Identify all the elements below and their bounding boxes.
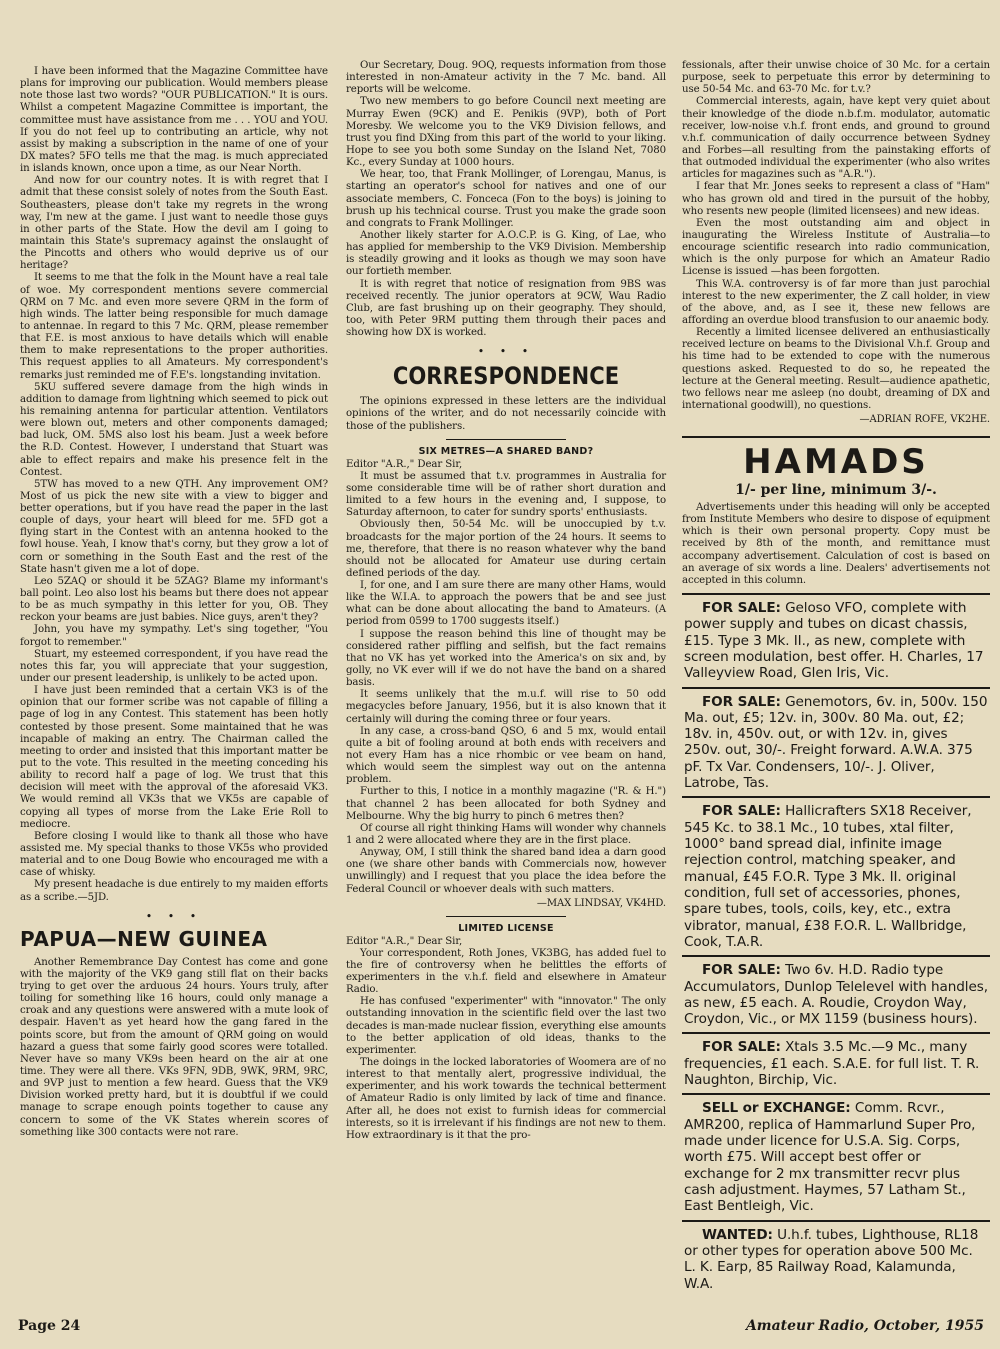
paragraph: It must be assumed that t.v. programmes in Australia for some considerable time will be of rather short duration and limited to a few hours in the evening and, I suppose, to Saturday afternoon, to cater for sundry sports' enthusiasts. [346,470,666,519]
paragraph: It seems to me that the folk in the Mount have a real tale of woe. My correspondent mentions severe commercial QRM on 7 Mc. and even more severe QRM in the form of high winds. The latter being responsible for much damage to antennae. In regard to this 7 Mc. QRM, please remember that F.E. is most anxious to have details which will enable them to make representations to the proper authorities. This request applies to all Amateurs. My correspondent's remarks just reminded me of F.E's. longstanding invitation. [20,272,328,381]
letter-title: SIX METRES—A SHARED BAND? [418,445,594,457]
paragraph: Two new members to go before Council next meeting are Murray Ewen (9CK) and E. Penikis (9VP), both of Port Moresby. We welcome you to the VK9 Division fellows, and trust you find DXing from this part of the world to your liking. Hope to see you both some Sunday on the Island Net, 7080 Kc., every Sunday at 1000 hours. [346,96,666,169]
classified-ad [682,1220,990,1297]
ad-text: Hallicrafters SX18 Receiver, 545 Kc. to 38.1 Mc., 10 tubes, xtal filter, 1000° band spread dial, infinite image rejection control, matching speaker, and manual, £45 F.O.R. Type 3 Mk. II. original condition, full set of accessories, phones, spare tubes, tools, coils, key, etc., extra vibrator, manual, £38 F.O.R. L. Wallbridge, Cook, T.A.R. [684,803,972,950]
divider [446,439,566,440]
paragraph: In any case, a cross-band QSO, 6 and 5 mx, would entail quite a bit of fooling around at both ends with receivers and not every Ham has a nice rhombic or vee beam on hand, which would seem the simplest way out on the antenna problem. [346,725,666,786]
classified-ad [682,796,990,955]
paragraph: John, you have my sympathy. Let's sing together, "You forgot to remember." [20,624,328,648]
ad-label: FOR SALE: [702,962,781,979]
paragraph: My present headache is due entirely to my maiden efforts as a scribe.—5JD. [20,879,328,903]
section-separator: • • • [477,345,535,359]
publication-footer: Amateur Radio, October, 1955 [745,1318,984,1334]
letter-signature: —MAX LINDSAY, VK4HD. [536,897,666,909]
ad-label: SELL or EXCHANGE: [702,1100,851,1117]
paragraph: Commercial interests, again, have kept very quiet about their knowledge of the diode n.b.f.m. modulator, automatic receiver, low-noise v.h.f. front ends, and ground to ground v.h.f. communication of daily occurrence between Sydney and Forbes—all resulting from the painstaking efforts of that outmoded individual the experimenter (who also writes articles for magazines such as "A.R."). [682,96,990,181]
page-number: Page 24 [18,1318,81,1334]
paragraph: Your correspondent, Roth Jones, VK3BG, has added fuel to the fire of controversy when he belittles the efforts of experimenters in the v.h.f. field and elsewhere in Amateur Radio. [346,947,666,996]
section-heading-correspondence: CORRESPONDENCE [392,362,620,391]
paragraph: Recently a limited licensee delivered an enthusiastically received lecture on beams to the Divisional V.h.f. Group and his time had to be extended to cope with the numerous questions asked. Requested to do so, he repeated the lecture at the General meeting. Result—audience apathetic, two fellows near me asleep (no doubt, dreaming of DX and international goodwill), no questions. [682,327,990,411]
ad-text: Comm. Rcvr., AMR200, replica of Hammarlund Super Pro, made under licence for U.S.A. Sig. Corps, worth £75. Will accept best offer or exchange for 2 mx transmitter recvr plus cash adjustment. Haymes, 57 Latham St., East Bentleigh, Vic. [684,1100,976,1215]
ad-text: Genemotors, 6v. in, 500v. 150 Ma. out, £5; 12v. in, 300v. 80 Ma. out, £2; 18v. in, 450v. out, or with 12v. in, gives 250v. out, 30/-. Freight forward. A.W.A. 375 pF. Tx Var. Condensers, 10/-. J. Oliver, Latrobe, Tas. [684,693,988,792]
paragraph: Another likely starter for A.O.C.P. is G. King, of Lae, who has applied for membership to the VK9 Division. Membership is steadily growing and it looks as though we may soon have our fortieth member. [346,229,666,278]
paragraph: It seems unlikely that the m.u.f. will rise to 50 odd megacycles before January, 1956, but it is also known that it certainly will during the coming three or four years. [346,689,666,725]
paragraph: Anyway, OM, I still think the shared band idea a darn good one (we share other bands with Commercials now, however unwillingly) and I request that you place the idea before the Federal Council or whoever deals with such matters. [346,847,666,895]
classified-ad [682,955,990,1032]
hamads-heading: HAMADS [743,441,929,482]
ad-label: FOR SALE: [702,1039,781,1056]
paragraph: Our Secretary, Doug. 9OQ, requests information from those interested in non-Amateur activity in the 7 Mc. band. All reports will be welcome. [346,60,666,96]
correspondence-disclaimer: The opinions expressed in these letters are the individual opinions of the writer, and do not necessarily coincide with those of the publishers. [346,396,666,432]
column-middle [346,60,666,1142]
paragraph: I have been informed that the Magazine Committee have plans for improving our publication. Would members please note those last two words? "OUR PUBLICATION." It is ours. Whilst a competent Magazine Committee is important, the committee must have assistance from me . . . YOU and YOU. If you do not feel up to contributing an article, why not assist by making a subscription in the name of one of your DX mates? 5FO tells me that the mag. is much appreciated in islands known, once upon a time, as our Near North. [20,66,328,175]
paragraph: 5TW has moved to a new QTH. Any improvement OM? Most of us pick the new site with a view to bigger and better operations, but if you have read the paper in the last couple of days, your heart will bleed for me. 5FD got a flying start in the Contest with an antenna hooked to the fowl house. Yeah, I know that's corny, but they grow a lot of corn or something in the South East and the rest of the State hasn't given me a lot of dope. [20,478,328,575]
paragraph: Even the most outstanding aim and object in inaugurating the Wireless Institute of Australia—to encourage scientific research into radio communication, which is the only purpose for which an Amateur Radio License is issued —has been forgotten. [682,217,990,278]
paragraph: The doings in the locked laboratories of Woomera are of no interest to that mentally alert, progressive individual, the experimenter, and his work towards the technical betterment of Amateur Radio is only limited by lack of time and finance. After all, he does not exist to furnish ideas for commercial interests, so it is irrelevant if his findings are not new to them. How extraordinary is it that the pro- [346,1057,666,1141]
ad-label: FOR SALE: [702,599,781,616]
column-left [20,66,328,1139]
letter-signature: —ADRIAN ROFE, VK2HE. [859,414,990,426]
ad-label: WANTED: [702,1226,773,1243]
classified-ad [682,1032,990,1093]
ad-label: FOR SALE: [702,803,781,820]
hamads-rate: 1/- per line, minimum 3/-. [735,481,937,498]
column-right [682,60,990,1297]
paragraph: He has confused "experimenter" with "innovator." The only outstanding innovation in the scientific field over the last two decades is man-made nuclear fission, everything else amounts to the better application of old ideas, thanks to the experimenter. [346,996,666,1056]
letter-title: LIMITED LICENSE [458,922,554,934]
letter-salutation: Editor "A.R.," Dear Sir, [346,458,463,470]
ad-text: U.h.f. tubes, Lighthouse, RL18 or other types for operation above 500 Mc. L. K. Earp, 85 Railway Road, Kalamunda, W.A. [684,1226,979,1292]
classified-ad [682,593,990,687]
paragraph: Further to this, I notice in a monthly magazine ("R. & H.") that channel 2 has been allocated for both Sydney and Melbourne. Why the big hurry to pinch 6 metres then? [346,786,666,822]
paragraph: We hear, too, that Frank Mollinger, of Lorengau, Manus, is starting an operator's school for natives and one of our associate members, C. Fonceca (Fon to the boys) is joining to brush up his technical course. Trust you make the grade soon and congrats to Frank Mollinger. [346,169,666,229]
paragraph: I have just been reminded that a certain VK3 is of the opinion that our former scribe was not capable of filling a page of log in any Contest. This statement has been hotly contested by those present. Some maintained that he was incapable of making an entry. The Chairman called the meeting to order and insisted that this important matter be put to the vote. This resulted in the meeting conceding his ability to record half a page of log. We trust that this decision will meet with the approval of the aforesaid VK3. We would remind all VK3s that we VK5s are capable of copying all types of morse from the Lake Erie Roll to mediocre. [20,685,328,830]
classified-ad [682,687,990,797]
section-heading-papua: PAPUA—NEW GUINEA [20,926,268,951]
paragraph: Another Remembrance Day Contest has come and gone with the majority of the VK9 gang still flat on their backs trying to get over the arduous 24 hours. Yours truly, after toiling for something like 16 hours, could only manage a croak and any questions were answered with a mute look of despair. Haven't as yet heard how the gang fared in the points score, but from the amount of QRM going on would hazard a guess that some fairly good scores were totalled. Never have so many VK9s been heard on the air at one time. They were all there. VKs 9FN, 9DB, 9WK, 9RM, 9RC, and 9VP just to mention a few heard. Guess that the VK9 Division worked pretty hard, but it is doubtful if we could manage to scrape enough points together to cause any concern to some of the VK States wherein scores of something like 300 contacts were not rare. [20,956,328,1138]
paragraph: This W.A. controversy is of far more than just parochial interest to the new experimenter, the Z call holder, in view of the above, and, as I see it, these new fellows are affording an overdue blood transfusion to our anaemic body. [682,278,990,326]
paragraph: Obviously then, 50-54 Mc. will be unoccupied by t.v. broadcasts for the major portion of the 24 hours. It seems to me, therefore, that there is no reason whatever why the band should not be allocated for Amateur use during certain defined periods of the day. [346,519,666,579]
ad-text: Two 6v. H.D. Radio type Accumulators, Dunlop Telelevel with handles, as new, £5 each. A. Roudie, Croydon Way, Croydon, Vic., or MX 1159 (business hours). [684,962,988,1028]
paragraph: Stuart, my esteemed correspondent, if you have read the notes this far, you will appreciate that your suggestion, under our present leadership, is unlikely to be acted upon. [20,648,328,685]
paragraph: Leo 5ZAQ or should it be 5ZAG? Blame my informant's ball point. Leo also lost his beams but there does not appear to be as much sympathy in this letter for you, OB. They reckon your beams are just babies. Nice guys, aren't they? [20,575,328,624]
divider [446,916,566,917]
letter-salutation: Editor "A.R.," Dear Sir, [346,935,463,947]
paragraph: And now for our country notes. It is with regret that I admit that these consist solely of notes from the South East. Southeasters, please don't take my regrets in the wrong way, I'm new at the game. I just want to needle those guys in other parts of the State. How the devil am I going to maintain this State's supremacy against the onslaught of the Pincotts and others who would deprive us of our heritage? [20,175,328,272]
paragraph: Before closing I would like to thank all those who have assisted me. My special thanks to those VK5s who provided material and to one Doug Bowie who encouraged me with a case of whisky. [20,830,328,879]
section-separator: • • • [145,909,203,923]
hamads-section [682,436,990,1297]
hamads-intro: Advertisements under this heading will only be accepted from Institute Members who desire to dispose of equipment which is their own personal property. Copy must be received by 8th of the month, and remittance must accompany advertisement. Calculation of cost is based on an average of six words a line. Dealers' advertisements not accepted in this column. [682,501,990,586]
paragraph: I suppose the reason behind this line of thought may be considered rather piffling and selfish, but the fact remains that no VK has yet worked into the America's on six and, by golly, no VK ever will if we do not have the band on a shared basis. [346,628,666,689]
ad-text: Geloso VFO, complete with power supply and tubes on dicast chassis, £15. Type 3 Mk. II., as new, complete with screen modulation, best offer. H. Charles, 17 Valleyview Road, Glen Iris, Vic. [684,599,984,682]
classified-ad [682,1093,990,1219]
paragraph: I fear that Mr. Jones seeks to represent a class of "Ham" who has grown old and tired in the pursuit of the hobby, who resents new people (limited licensees) and new ideas. [682,181,990,217]
paragraph: It is with regret that notice of resignation from 9BS was received recently. The junior operators at 9CW, Wau Radio Club, are fast brushing up on their geography. They should, too, with Peter 9RM putting them through their paces and showing how DX is worked. [346,278,666,339]
paragraph: fessionals, after their unwise choice of 30 Mc. for a certain purpose, seek to perpetuate this error by determining to use 50-54 Mc. and 63-70 Mc. for t.v.? [682,60,990,96]
ad-label: FOR SALE: [702,693,781,710]
paragraph: 5KU suffered severe damage from the high winds in addition to damage from lightning which seemed to pick out his remaining antenna for particular attention. Ventilators were blown out, meters and other components damaged; bad luck, OM. 5MS also lost his beam. Just a week before the R.D. Contest. However, I understand that Stuart was able to effect repairs and make his presence felt in the Contest. [20,381,328,478]
paragraph: I, for one, and I am sure there are many other Hams, would like the W.I.A. to approach the powers that be and see just what can be done about allocating the band to Amateurs. (A period from 0599 to 1700 suggests itself.) [346,580,666,628]
paragraph: Of course all right thinking Hams will wonder why channels 1 and 2 were allocated where they are in the first place. [346,822,666,847]
ad-text: Xtals 3.5 Mc.—9 Mc., many frequencies, £1 each. S.A.E. for full list. T. R. Naughton, Birchip, Vic. [684,1039,980,1089]
